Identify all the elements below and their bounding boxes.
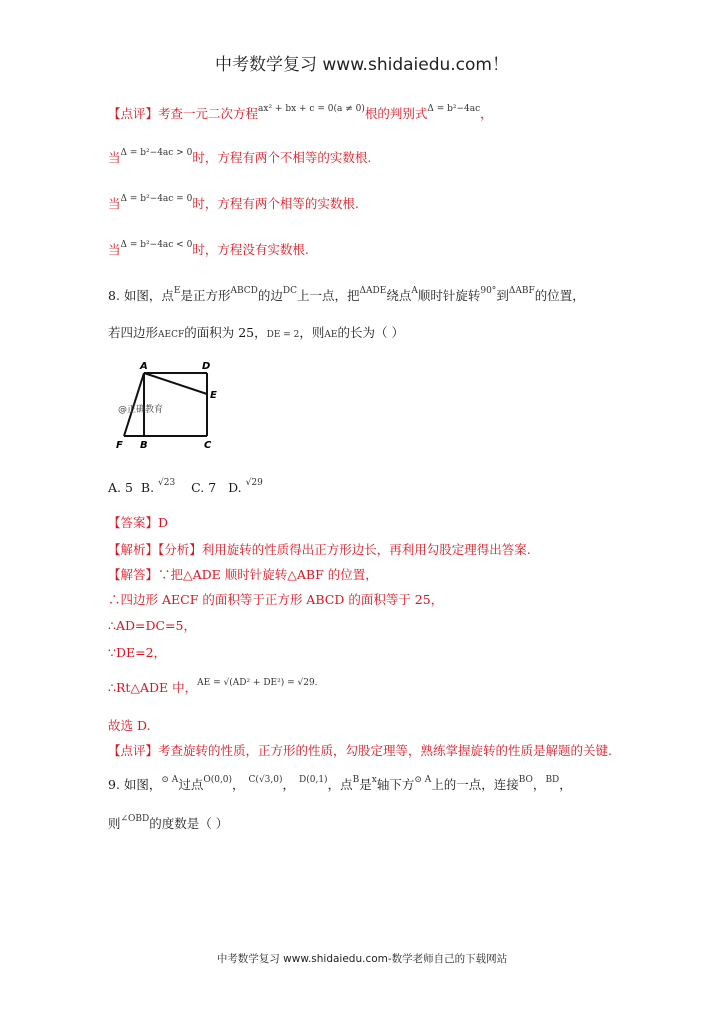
q9-line2: 则$^{\angle OBD}$的度数是（ ） <box>108 814 229 831</box>
label-E: E <box>210 390 217 401</box>
page-footer: 中考数学复习 www.shidaiedu.com-数学老师自己的下载网站 <box>216 953 508 965</box>
watermark: @正确教育 <box>118 405 164 415</box>
solution8-line2: ∴四边形 AECF 的面积等于正方形 ABCD 的面积等于 25， <box>108 592 444 607</box>
option-c: C. 7 <box>191 480 217 495</box>
solution8-line5: ∴Rt△ADE 中，$^{AE = √(AD^2 + DE^2) = √29.}$ <box>108 678 318 695</box>
q8-line1: 8. 如图，点$^E$是正方形$^{ABCD}$的边$^{DC}$上一点，把$^{\Delta ADE}$绕点$^A$顺时针旋转$^{90^\circ}$到$^{\Delta ABF}$的位置， <box>108 286 585 303</box>
formula-ae: AE = √(AD² + DE²) = √29. <box>197 678 318 688</box>
option-b: B. <box>140 480 155 495</box>
comment7-prefix: 【点评】考查一元二次方程 <box>108 106 259 121</box>
q9-line1: 9. 如图，$^{⊙ A}$过点$^{O(0,0)}$， $^{C(√3,0)}$， $^{D(0,1)}$，点$^B$是$^x$轴下方$^{⊙ A}$上的一点，连接$^{BO}$，$^{BD}$， <box>108 775 572 792</box>
answer8: 【答案】D <box>108 515 169 530</box>
formula-discriminant: Δ = b²−4ac <box>427 104 481 114</box>
circle-a-symbol: ⊙ A <box>161 775 179 785</box>
page-header: 中考数学复习 www.shidaiedu.com！ <box>215 55 509 75</box>
formula-case2: Δ = b²−4ac = 0 <box>120 194 193 204</box>
solution8-line1: 【解答】∵把△ADE 顺时针旋转△ABF 的位置， <box>108 567 378 582</box>
analysis8: 【解析】【分析】利用旋转的性质得出正方形边长，再利用勾股定理得出答案. <box>108 542 531 557</box>
comment7-mid: 根的判别式 <box>364 106 428 121</box>
q8-options: A. 5 B. $^{√23}$ C. 7 D. $^{√29}$ <box>108 478 263 495</box>
label-A: A <box>140 361 148 372</box>
comment7-case1: 当$^{\Delta = b^2-4ac > 0}$时，方程有两个不相等的实数根. <box>108 148 372 165</box>
solution8-line4: ∵DE=2， <box>108 645 167 660</box>
comment7-line: 【点评】考查一元二次方程$^{ax^2 + bx + c = 0(a \ne 0)}$根的判别式$^{\Delta = b^2-4ac}$， <box>108 104 493 121</box>
comment7-case2: 当$^{\Delta = b^2-4ac = 0}$时，方程有两个相等的实数根. <box>108 194 359 211</box>
formula-quadratic: ax² + bx + c = 0(a ≠ 0) <box>258 104 365 114</box>
comment7-case3: 当$^{\Delta = b^2-4ac < 0}$时，方程没有实数根. <box>108 240 309 257</box>
option-a: A. 5 <box>108 480 133 495</box>
solution8-line3: ∴AD=DC=5， <box>108 618 196 633</box>
choose8: 故选 D. <box>108 718 151 733</box>
q8-line2: 若四边形AECF的面积为 25，DE = 2，则AE的长为（ ） <box>108 325 404 340</box>
formula-case3: Δ = b²−4ac < 0 <box>120 240 193 250</box>
label-D: D <box>202 361 211 372</box>
label-C: C <box>204 440 212 451</box>
q8-figure <box>116 359 228 455</box>
formula-case1: Δ = b²−4ac > 0 <box>120 148 193 158</box>
option-d: D. <box>228 480 242 495</box>
label-F: F <box>116 440 123 451</box>
comment8: 【点评】考查旋转的性质，正方形的性质，勾股定理等，熟练掌握旋转的性质是解题的关键. <box>108 743 612 758</box>
label-B: B <box>140 440 148 451</box>
square-rotation-diagram <box>116 359 228 451</box>
